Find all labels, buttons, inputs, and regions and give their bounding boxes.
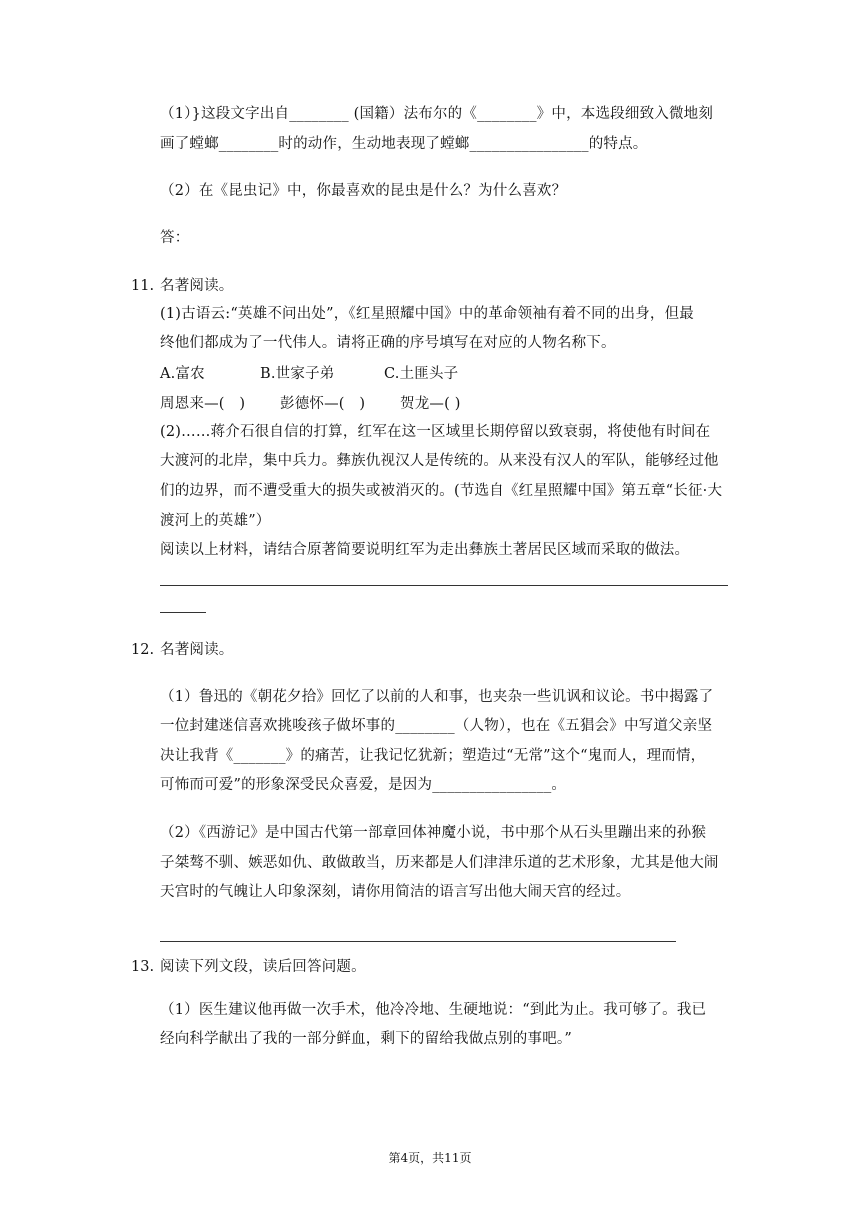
q11-matches [160, 394, 461, 414]
q10-part2: （2）在《昆虫记》中，你最喜欢的昆虫是什么？为什么喜欢？ [160, 183, 567, 199]
q13-part1-line2: 经向科学献出了我的一部分鲜血，剩下的留给我做点别的事吧。” [160, 1031, 572, 1047]
q13-part1-line1: （1）医生建议他再做一次手术，他冷冷地、生硬地说：“到此为止。我可够了。我已 [160, 1002, 707, 1018]
q11-part1-line2: 终他们都成为了一代伟人。请将正确的序号填写在对应的人物名称下。 [160, 335, 616, 351]
q10-answer-label: 答： [160, 230, 190, 246]
q13-number: 13. [131, 959, 155, 975]
q11-part1-line1: (1)古语云:“英雄不问出处”，《红星照耀中国》中的革命领袖有着不同的出身，但最 [160, 306, 694, 322]
q13-title: 阅读下列文段，读后回答问题。 [160, 959, 366, 975]
q11-answer-line-2 [160, 612, 206, 613]
page-number-footer: 第4页，共11页 [388, 1151, 472, 1165]
q11-title: 名著阅读。 [160, 278, 234, 294]
q12-part2-line2: 子桀骜不驯、嫉恶如仇、敢做敢当，历来都是人们津津乐道的艺术形象，尤其是他大闹 [160, 855, 719, 871]
q11-part2-line3: 们的边界，而不遭受重大的损失或被消灭的。(节选自《红星照耀中国》第五章“长征·大 [160, 483, 723, 499]
q12-number: 12. [131, 642, 155, 658]
q12-part2-line1: （2）《西游记》是中国古代第一部章回体神魔小说，书中那个从石头里蹦出来的孙猴 [160, 825, 707, 841]
q11-instruction: 阅读以上材料，请结合原著简要说明红军为走出彝族土著居民区域而采取的做法。 [160, 542, 690, 558]
q12-part2-line3: 天宫时的气魄让人印象深刻，请你用简洁的语言写出他大闹天宫的经过。 [160, 884, 631, 900]
q12-title: 名著阅读。 [160, 642, 234, 658]
q11-options [160, 364, 458, 384]
q10-part1-line1: （1）}这段文字出自________ (国籍）法布尔的《________》中，本选段细致入微地刻 [160, 106, 714, 122]
q11-option-b: B.世家子弟 [260, 366, 335, 382]
q11-answer-line-1 [160, 585, 728, 586]
q11-part2-line2: 大渡河的北岸，集中兵力。彝族仇视汉人是传统的。从来没有汉人的军队，能够经过他 [160, 453, 719, 469]
q12-part1-line3: 决让我背《_______》的痛苦，让我记忆犹新；塑造过“无常”这个“鬼而人，理而情， [160, 748, 706, 764]
q11-part2-line1: (2)……蒋介石很自信的打算，红军在这一区域里长期停留以致衰弱，将使他有时间在 [160, 424, 711, 440]
q11-match-he: 贺龙—( ) [400, 396, 461, 412]
q11-option-a: A.富农 [160, 366, 205, 382]
q12-part1-line4: 可怖而可爱”的形象深受民众喜爱，是因为________________。 [160, 777, 567, 793]
q11-option-c: C.土匪头子 [384, 366, 459, 382]
q12-answer-line [160, 941, 676, 942]
q11-match-peng: 彭德怀—( ) [280, 396, 366, 412]
q11-part2-line4: 渡河上的英雄”） [160, 513, 271, 529]
q12-part1-line2: 一位封建迷信喜欢挑唆孩子做坏事的________（人物），也在《五猖会》中写道父亲坚 [160, 718, 713, 734]
q11-match-zhou: 周恩来—( ) [160, 396, 246, 412]
q10-part1-line2: 画了螳螂________时的动作，生动地表现了螳螂________________的特点。 [160, 136, 648, 152]
q12-part1-line1: （1）鲁迅的《朝花夕拾》回忆了以前的人和事，也夹杂一些讥讽和议论。书中揭露了 [160, 689, 714, 705]
q11-number: 11. [131, 278, 155, 294]
